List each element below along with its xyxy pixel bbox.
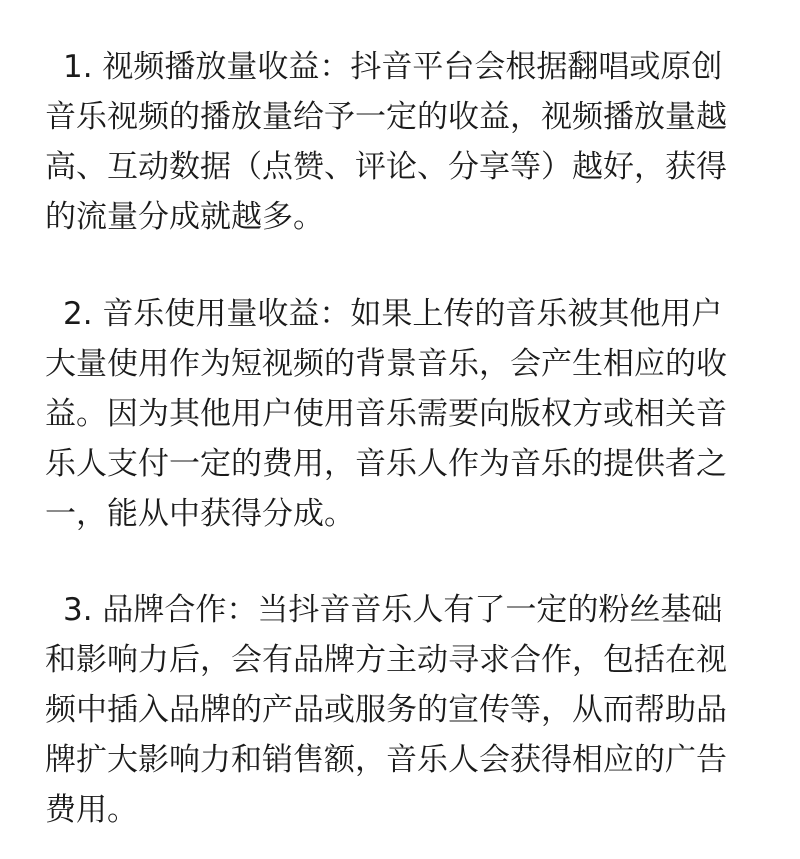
paragraph-line: 一，能从中获得分成。 <box>45 496 355 532</box>
paragraph-line: 1. 视频播放量收益：抖音平台会根据翻唱或原创 <box>63 49 723 85</box>
paragraph-video-play-revenue <box>45 42 765 242</box>
paragraph-line: 高、互动数据（点赞、评论、分享等）越好，获得 <box>45 149 727 185</box>
paragraph-music-usage-revenue <box>45 289 765 539</box>
paragraph-line: 乐人支付一定的费用，音乐人作为音乐的提供者之 <box>45 446 727 482</box>
paragraph-line: 3. 品牌合作：当抖音音乐人有了一定的粉丝基础 <box>63 592 723 628</box>
paragraph-line: 和影响力后，会有品牌方主动寻求合作，包括在视 <box>45 642 727 678</box>
paragraph-line: 2. 音乐使用量收益：如果上传的音乐被其他用户 <box>63 296 723 332</box>
paragraph-line: 益。因为其他用户使用音乐需要向版权方或相关音 <box>45 396 727 432</box>
paragraph-line: 频中插入品牌的产品或服务的宣传等，从而帮助品 <box>45 692 727 728</box>
paragraph-line: 大量使用作为短视频的背景音乐，会产生相应的收 <box>45 346 727 382</box>
paragraph-line: 音乐视频的播放量给予一定的收益，视频播放量越 <box>45 99 727 135</box>
paragraph-line: 费用。 <box>45 792 138 828</box>
paragraph-brand-cooperation <box>45 585 765 835</box>
paragraph-line: 牌扩大影响力和销售额，音乐人会获得相应的广告 <box>45 742 727 778</box>
paragraph-line: 的流量分成就越多。 <box>45 199 324 235</box>
